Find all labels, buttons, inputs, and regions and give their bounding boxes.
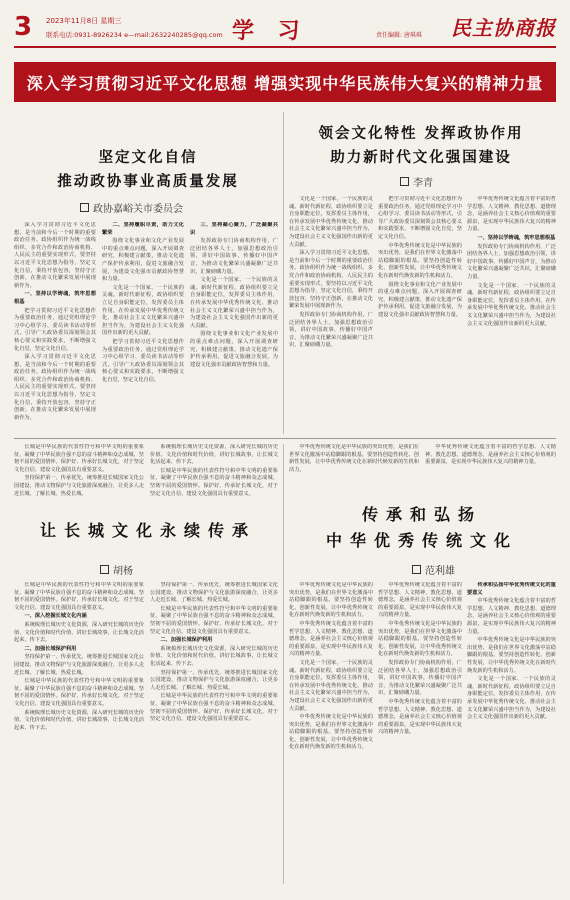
subheading: 三、坚持凝心聚力，广泛凝聚共识 bbox=[190, 222, 278, 236]
paragraph: 中华优秀传统文化是中华民族的突出优势，是我们在世界文化激荡中站稳脚跟的根基。要坚持创造性转化、创新性发展，让中华优秀传统文化在新时代焕发新的生机和活力。 bbox=[289, 444, 419, 473]
paragraph: 长城是中华民族的代表性符号和中华文明的重要象征，凝聚了中华民族自强不息的奋斗精神和众志成城、坚韧不屈的爱国情怀。保护好、传承好长城文化，对于坚定文化自信、建设文化强国具有重要意义。 bbox=[150, 605, 278, 635]
paragraph: 发挥政协专门协商机构作用，广泛团结各界人士，加强思想政治引领，讲好中国故事，传播好中国声音，为推动文化繁荣兴盛凝聚广泛共识，汇聚磅礴力量。 bbox=[289, 311, 373, 349]
paragraph: 文化是一个国家、一个民族的灵魂。新时代新征程，政协组织要立足自身职能定位，发挥委员主体作用，在传承发展中华优秀传统文化、推动社会主义文化繁荣兴盛中担当作为，为建设社会主义文化强国作出新的更大贡献。 bbox=[289, 659, 373, 712]
paragraph: 中华优秀传统文化是中华民族的突出优势，是我们在世界文化激荡中站稳脚跟的根基。要坚持创造性转化、创新性发展，让中华优秀传统文化在新时代焕发新的生机和活力。 bbox=[378, 620, 462, 658]
article-right-byline bbox=[400, 174, 433, 189]
article-left-col-3 bbox=[190, 222, 278, 434]
article-right-headline-2: 助力新时代文化强国建设 bbox=[330, 149, 512, 166]
paragraph: 围绕文化事业和文化产业发展中的重点难点问题，深入开展调查研究，积极建言献策，推动文化遗产保护传承利用，促进文旅融合发展，为建设文化强市贡献政协智慧和力量。 bbox=[190, 331, 278, 368]
paragraph: 发挥政协专门协商机构作用，广泛团结各界人士，加强思想政治引领，讲好中国故事，传播好中国声音，为推动文化繁荣兴盛凝聚广泛共识，汇聚磅礴力量。 bbox=[467, 243, 556, 280]
article-lower-left-headline bbox=[18, 518, 278, 544]
paragraph: 文化是一个国家、一个民族的灵魂。新时代新征程，政协组织要立足自身职能定位，发挥委员主体作用，在传承发展中华优秀传统文化、推动社会主义文化繁荣兴盛中担当作为，为建设社会主义文化强国作出新的更大贡献。 bbox=[102, 284, 184, 337]
paragraph: 中华优秀传统文化蕴含着丰富的哲学思想、人文精神、教化思想、道德理念，是涵养社会主义核心价值观的重要源泉，是实现中华民族伟大复兴的精神力量。 bbox=[425, 444, 556, 466]
article-left-headline-1: 坚定文化自信 bbox=[98, 149, 198, 166]
column-divider bbox=[283, 112, 284, 434]
contact-info: 联系电话:0931-8926234 e—mail:2632240285@qq.com bbox=[46, 31, 223, 39]
article-right-headline-1: 领会文化特性 发挥政协作用 bbox=[318, 125, 524, 142]
article-right-col-2 bbox=[378, 196, 462, 434]
subheading: 二、加强长城保护利用 bbox=[24, 645, 77, 652]
article-left-col-1 bbox=[14, 222, 96, 434]
article-lower-right-author: 范利雄 bbox=[425, 566, 455, 577]
paragraph: 系统梳理长城历史文化资源，深入研究长城的历史价值、文化价值和时代价值，讲好长城故事，让长城文化活起来、传下去。 bbox=[14, 709, 144, 731]
paragraph: 文化是一个国家、一个民族的灵魂。新时代新征程，政协组织要立足自身职能定位，发挥委员主体作用，在传承发展中华优秀传统文化、推动社会主义文化繁荣兴盛中担当作为，为建设社会主义文化强国作出新的更大贡献。 bbox=[289, 196, 373, 248]
subheading: 二、坚持履职尽责，助力文化繁荣 bbox=[102, 222, 184, 236]
paragraph: 深入学习贯彻习近平文化思想，是当前和今后一个时期的重要政治任务。政协组织作为统一战线组织、多党合作和政治协商机构、人民民主的重要实现形式，要坚持以习近平文化思想为指导，坚定文化自信，秉持开放包容，坚持守正创新，在推动文化繁荣发展中展现新作为。 bbox=[14, 354, 96, 421]
paragraph: 长城是中华民族的代表性符号和中华文明的重要象征，凝聚了中华民族自强不息的奋斗精神和众志成城、坚韧不屈的爱国情怀。保护好、传承好长城文化，对于坚定文化自信、建设文化强国具有重要意义。 bbox=[150, 467, 278, 497]
byline-box-icon bbox=[412, 565, 421, 574]
paragraph: 文化是一个国家、一个民族的灵魂。新时代新征程，政协组织要立足自身职能定位，发挥委员主体作用，在传承发展中华优秀传统文化、推动社会主义文化繁荣兴盛中担当作为，为建设社会主义文化强国作出新的更大贡献。 bbox=[467, 282, 556, 327]
masthead bbox=[14, 10, 556, 56]
article-lower-right-byline bbox=[412, 562, 455, 577]
article-right-headline bbox=[290, 122, 552, 170]
page-number: 3 bbox=[14, 12, 33, 42]
paragraph: 中华优秀传统文化是中华民族的突出优势，是我们在世界文化激荡中站稳脚跟的根基。要坚持创造性转化、创新性发展，让中华优秀传统文化在新时代焕发新的生机和活力。 bbox=[289, 582, 373, 619]
article-lower-left-byline bbox=[100, 562, 133, 577]
article-lower-right-headline-2: 中华优秀传统文化 bbox=[325, 531, 518, 550]
paragraph: 长城是中华民族的代表性符号和中华文明的重要象征，凝聚了中华民族自强不息的奋斗精神和众志成城、坚韧不屈的爱国情怀。保护好、传承好长城文化，对于坚定文化自信、建设文化强国具有重要意义。 bbox=[14, 444, 144, 473]
paragraph: 中华优秀传统文化蕴含着丰富的哲学思想、人文精神、教化思想、道德理念，是涵养社会主义核心价值观的重要源泉，是实现中华民族伟大复兴的精神力量。 bbox=[378, 582, 462, 619]
editor-credit: 责任编辑: 唐琪琪 bbox=[376, 32, 422, 39]
paragraph: 中华优秀传统文化蕴含着丰富的哲学思想、人文精神、教化思想、道德理念，是涵养社会主义核心价值观的重要源泉，是实现中华民族伟大复兴的精神力量。 bbox=[467, 196, 556, 233]
article-lower-left-author: 胡杨 bbox=[113, 566, 133, 577]
paragraph: 文化是一个国家、一个民族的灵魂。新时代新征程，政协组织要立足自身职能定位，发挥委员主体作用，在传承发展中华优秀传统文化、推动社会主义文化繁荣兴盛中担当作为，为建设社会主义文化强国作出新的更大贡献。 bbox=[190, 277, 278, 329]
paragraph: 把学习贯彻习近平文化思想作为重要政治任务，通过党组理论学习中心组学习、委员读书活动等形式，引导广大政协委员深刻领会其核心要义和实践要求，不断增强文化自觉，坚定文化自信。 bbox=[378, 196, 462, 240]
article-lower-right-headline bbox=[292, 502, 552, 554]
article-right-author: 李青 bbox=[413, 178, 433, 189]
subheading: 一、坚持以学铸魂，筑牢思想根基 bbox=[477, 234, 556, 241]
paragraph: 深入学习贯彻习近平文化思想，是当前和今后一个时期的重要政治任务。政协组织作为统一战线组织、多党合作和政治协商机构、人民民主的重要实现形式，要坚持以习近平文化思想为指导，坚定文化自信，秉持开放包容，坚持守正创新，在推动文化繁荣发展中展现新作为。 bbox=[14, 222, 96, 289]
byline-box-icon bbox=[100, 565, 109, 574]
paragraph: 坚持保护第一、传承优先，统筹推进长城国家文化公园建设，推动文物保护与文化旅游深度融合，让更多人走近长城、了解长城、热爱长城。 bbox=[150, 582, 278, 604]
paragraph: 发挥政协专门协商机构作用，广泛团结各界人士，加强思想政治引领，讲好中国故事，传播好中国声音，为推动文化繁荣兴盛凝聚广泛共识，汇聚磅礴力量。 bbox=[378, 659, 462, 697]
article-lower-left-col-2 bbox=[150, 582, 278, 884]
paragraph: 发挥政协专门协商机构作用，广泛团结各界人士，加强思想政治引领，讲好中国故事，传播好中国声音，为推动文化繁荣兴盛凝聚广泛共识，汇聚磅礴力量。 bbox=[190, 238, 278, 275]
paragraph: 系统梳理长城历史文化资源，深入研究长城的历史价值、文化价值和时代价值，讲好长城故事，让长城文化活起来、传下去。 bbox=[150, 645, 278, 667]
banner-title: 深入学习贯彻习近平文化思想 增强实现中华民族伟大复兴的精神力量 bbox=[26, 73, 544, 93]
subheading: 二、加强长城保护利用 bbox=[160, 637, 213, 644]
paragraph: 坚持保护第一、传承优先，统筹推进长城国家文化公园建设，推动文物保护与文化旅游深度融合，让更多人走近长城、了解长城、热爱长城。 bbox=[150, 669, 278, 691]
paragraph: 中华优秀传统文化是中华民族的突出优势，是我们在世界文化激荡中站稳脚跟的根基。要坚持创造性转化、创新性发展，让中华优秀传统文化在新时代焕发新的生机和活力。 bbox=[467, 637, 556, 674]
article-lower-left-title: 让长城文化永续传承 bbox=[39, 521, 256, 540]
article-left-author: 政协嘉峪关市委员会 bbox=[93, 204, 183, 215]
paragraph: 坚持保护第一、传承优先，统筹推进长城国家文化公园建设，推动文物保护与文化旅游深度融合，让更多人走近长城、了解长城、热爱长城。 bbox=[14, 475, 144, 497]
paragraph: 系统梳理长城历史文化资源，深入研究长城的历史价值、文化价值和时代价值，讲好长城故事，让长城文化活起来、传下去。 bbox=[14, 621, 144, 644]
paragraph: 系统梳理长城历史文化资源，深入研究长城的历史价值、文化价值和时代价值，讲好长城故事，让长城文化活起来、传下去。 bbox=[150, 444, 278, 466]
topic-banner bbox=[14, 62, 556, 102]
column-divider bbox=[283, 444, 284, 884]
article-left-headline bbox=[18, 146, 278, 194]
paragraph: 中华优秀传统文化是中华民族的突出优势，是我们在世界文化激荡中站稳脚跟的根基。要坚持创造性转化、创新性发展，让中华优秀传统文化在新时代焕发新的生机和活力。 bbox=[289, 714, 373, 751]
subheading: 一、坚持以学铸魂，筑牢思想根基 bbox=[14, 291, 96, 305]
article-left-byline bbox=[80, 200, 183, 215]
paragraph: 中华优秀传统文化是中华民族的突出优势，是我们在世界文化激荡中站稳脚跟的根基。要坚持创造性转化、创新性发展，让中华优秀传统文化在新时代焕发新的生机和活力。 bbox=[378, 242, 462, 279]
paragraph: 把学习贯彻习近平文化思想作为重要政治任务，通过党组理论学习中心组学习、委员读书活动等形式，引导广大政协委员深刻领会其核心要义和实践要求，不断增强文化自觉，坚定文化自信。 bbox=[102, 338, 184, 383]
paragraph: 文化是一个国家、一个民族的灵魂。新时代新征程，政协组织要立足自身职能定位，发挥委员主体作用，在传承发展中华优秀传统文化、推动社会主义文化繁荣兴盛中担当作为，为建设社会主义文化强国作出新的更大贡献。 bbox=[467, 676, 556, 721]
section-title: 学 习 bbox=[232, 18, 308, 44]
article-lower-right-top-col-2 bbox=[425, 444, 556, 498]
paragraph: 长城是中华民族的代表性符号和中华文明的重要象征，凝聚了中华民族自强不息的奋斗精神和众志成城、坚韧不屈的爱国情怀。保护好、传承好长城文化，对于坚定文化自信、建设文化强国具有重要意义。 bbox=[150, 693, 278, 723]
issue-date: 2023年11月8日 星期三 bbox=[46, 17, 122, 25]
subheading: 一、深入挖掘长城文化内涵 bbox=[24, 613, 87, 620]
paragraph: 围绕文化事业和文化产业发展中的重点难点问题，深入开展调查研究，积极建言献策，推动文化遗产保护传承利用，促进文旅融合发展，为建设文化强市贡献政协智慧和力量。 bbox=[102, 238, 184, 283]
subheading: 传承和弘扬中华优秀传统文化的重要意义 bbox=[467, 582, 556, 596]
paragraph: 中华优秀传统文化蕴含着丰富的哲学思想、人文精神、教化思想、道德理念，是涵养社会主义核心价值观的重要源泉，是实现中华民族伟大复兴的精神力量。 bbox=[378, 698, 462, 736]
paragraph: 中华优秀传统文化蕴含着丰富的哲学思想、人文精神、教化思想、道德理念，是涵养社会主义核心价值观的重要源泉，是实现中华民族伟大复兴的精神力量。 bbox=[467, 598, 556, 635]
paragraph: 深入学习贯彻习近平文化思想，是当前和今后一个时期的重要政治任务。政协组织作为统一战线组织、多党合作和政治协商机构、人民民主的重要实现形式，要坚持以习近平文化思想为指导，坚定文化自信，秉持开放包容，坚持守正创新，在推动文化繁荣发展中展现新作为。 bbox=[289, 250, 373, 310]
article-left-headline-2: 推动政协事业高质量发展 bbox=[57, 173, 239, 190]
article-right-col-1 bbox=[289, 196, 373, 434]
article-lower-left-top-col-1 bbox=[14, 444, 144, 510]
paragraph: 中华优秀传统文化蕴含着丰富的哲学思想、人文精神、教化思想、道德理念，是涵养社会主义核心价值观的重要源泉，是实现中华民族伟大复兴的精神力量。 bbox=[289, 620, 373, 658]
article-lower-right-headline-1: 传承和弘扬 bbox=[361, 505, 482, 524]
article-lower-right-col-3 bbox=[467, 582, 556, 884]
newspaper-logo: 民主协商报 bbox=[451, 16, 556, 40]
article-lower-left-col-1 bbox=[14, 582, 144, 884]
paragraph: 坚持保护第一、传承优先，统筹推进长城国家文化公园建设，推动文物保护与文化旅游深度融合，让更多人走近长城、了解长城、热爱长城。 bbox=[14, 654, 144, 676]
paragraph: 围绕文化事业和文化产业发展中的重点难点问题，深入开展调查研究，积极建言献策，推动文化遗产保护传承利用，促进文旅融合发展，为建设文化强市贡献政协智慧和力量。 bbox=[378, 281, 462, 318]
masthead-rule bbox=[14, 46, 556, 48]
paragraph: 长城是中华民族的代表性符号和中华文明的重要象征，凝聚了中华民族自强不息的奋斗精神和众志成城、坚韧不屈的爱国情怀。保护好、传承好长城文化，对于坚定文化自信、建设文化强国具有重要意义。 bbox=[14, 678, 144, 707]
paragraph: 长城是中华民族的代表性符号和中华文明的重要象征，凝聚了中华民族自强不息的奋斗精神和众志成城、坚韧不屈的爱国情怀。保护好、传承好长城文化，对于坚定文化自信、建设文化强国具有重要意义。 bbox=[14, 582, 144, 611]
article-lower-right-col-2 bbox=[378, 582, 462, 884]
section-divider bbox=[14, 438, 556, 439]
paragraph: 把学习贯彻习近平文化思想作为重要政治任务，通过党组理论学习中心组学习、委员读书活动等形式，引导广大政协委员深刻领会其核心要义和实践要求，不断增强文化自觉，坚定文化自信。 bbox=[14, 307, 96, 352]
article-right-col-3 bbox=[467, 196, 556, 434]
byline-box-icon bbox=[400, 177, 409, 186]
article-left-col-2 bbox=[102, 222, 184, 434]
byline-box-icon bbox=[80, 203, 89, 212]
article-lower-right-col-1 bbox=[289, 582, 373, 884]
article-lower-right-top-col-1 bbox=[289, 444, 419, 498]
article-lower-left-top-col-2 bbox=[150, 444, 278, 510]
